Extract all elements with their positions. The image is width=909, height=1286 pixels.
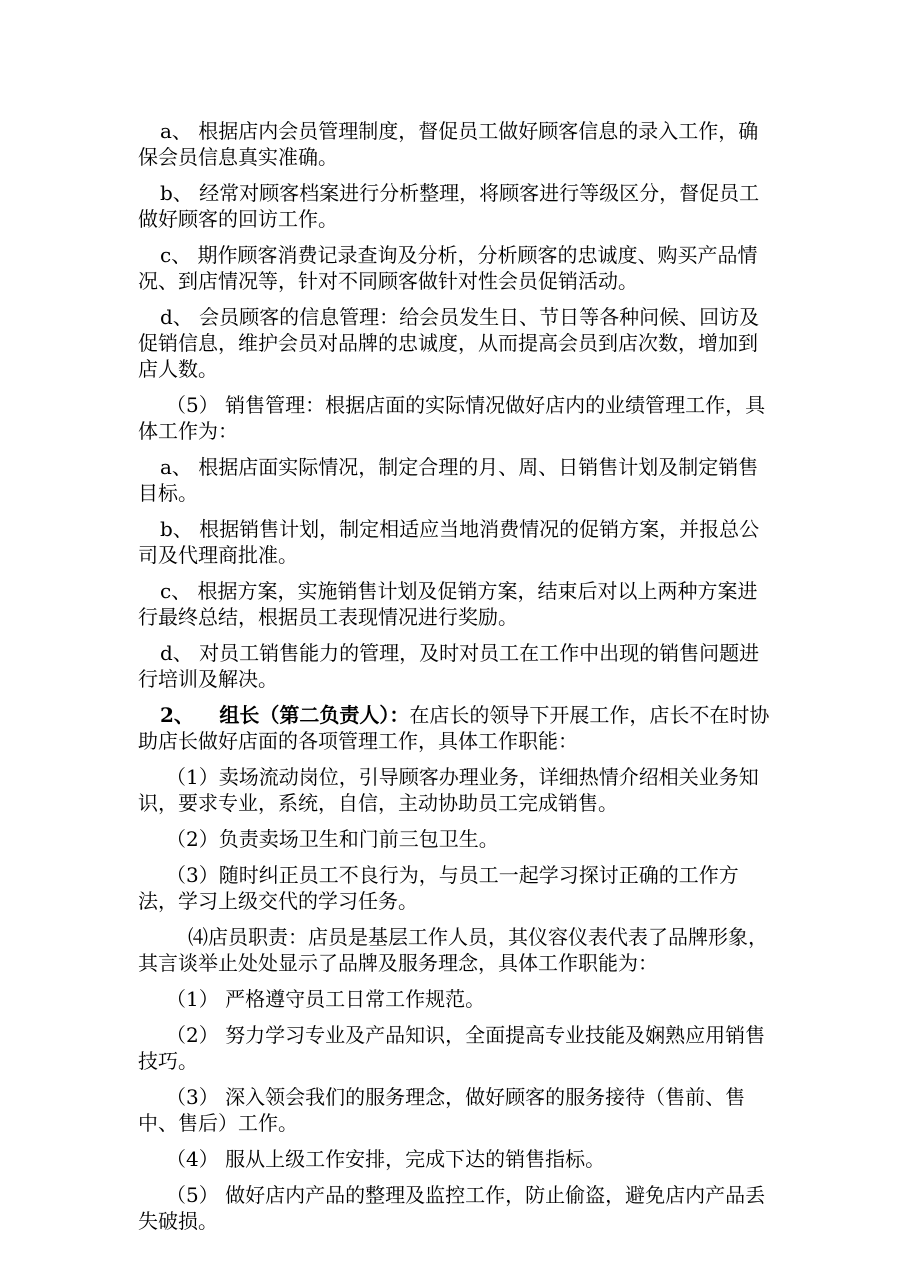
section-2-text: 在店长的领导下开展工作，店长不在时协助店长做好店面的各项管理工作，具体工作职能： — [138, 703, 770, 753]
team-leader-item-1: （1）卖场流动岗位，引导顾客办理业务，详细热情介绍相关业务知识，要求专业，系统，自信，主动协助员工完成销售。 — [138, 765, 759, 815]
clerk-item-1: （1） 严格遵守员工日常工作规范。 — [166, 987, 486, 1011]
team-leader-item-2: （2）负责卖场卫生和门前三包卫生。 — [166, 827, 499, 851]
paragraph-a-sales-plan: a、 根据店面实际情况，制定合理的月、周、日销售计划及制定销售目标。 — [138, 455, 759, 505]
paragraph-b-customer-archive: b、 经常对顾客档案进行分析整理，将顾客进行等级区分，督促员工做好顾客的回访工作。 — [138, 181, 760, 231]
paragraph-a-member-system: a、 根据店内会员管理制度，督促员工做好顾客信息的录入工作，确保会员信息真实准确。 — [138, 119, 759, 169]
paragraph-d-member-info: d、 会员顾客的信息管理：给会员发生日、节日等各种问候、回访及促销信息，维护会员对品牌的忠诚度，从而提高会员到店次数，增加到店人数。 — [138, 305, 760, 381]
paragraph-b-promotion-plan: b、 根据销售计划，制定相适应当地消费情况的促销方案，并报总公司及代理商批准。 — [138, 517, 760, 567]
section-4-clerk-duties: ⑷店员职责：店员是基层工作人员，其仪容仪表代表了品牌形象，其言谈举止处处显示了品牌及服务理念，具体工作职能为： — [138, 925, 768, 975]
paragraph-c-implement-plan: c、 根据方案，实施销售计划及促销方案，结束后对以上两种方案进行最终总结，根据员工表现情况进行奖励。 — [138, 579, 758, 629]
document-body — [138, 118, 774, 1244]
paragraph-sales-management: （5） 销售管理：根据店面的实际情况做好店内的业绩管理工作，具体工作为： — [138, 393, 766, 443]
clerk-item-5: （5） 做好店内产品的整理及监控工作，防止偷盗，避免店内产品丢失破损。 — [138, 1183, 766, 1233]
paragraph-c-consumption-query: c、 期作顾客消费记录查询及分析，分析顾客的忠诚度、购买产品情况、到店情况等，针对不同顾客做针对性会员促销活动。 — [138, 243, 758, 293]
section-2-team-leader — [138, 702, 774, 754]
team-leader-item-3: （3）随时纠正员工不良行为，与员工一起学习探讨正确的工作方法，学习上级交代的学习任务。 — [138, 863, 739, 913]
clerk-item-2: （2） 努力学习专业及产品知识，全面提高专业技能及娴熟应用销售技巧。 — [138, 1023, 766, 1073]
section-2-number: 2、 — [160, 703, 194, 727]
clerk-item-3: （3） 深入领会我们的服务理念，做好顾客的服务接待（售前、售中、售后）工作。 — [138, 1085, 746, 1135]
paragraph-d-sales-ability: d、 对员工销售能力的管理，及时对员工在工作中出现的销售问题进行培训及解决。 — [138, 641, 760, 691]
section-2-title: 组长（第二负责人）： — [219, 703, 410, 727]
clerk-item-4: （4） 服从上级工作安排，完成下达的销售指标。 — [166, 1147, 606, 1171]
